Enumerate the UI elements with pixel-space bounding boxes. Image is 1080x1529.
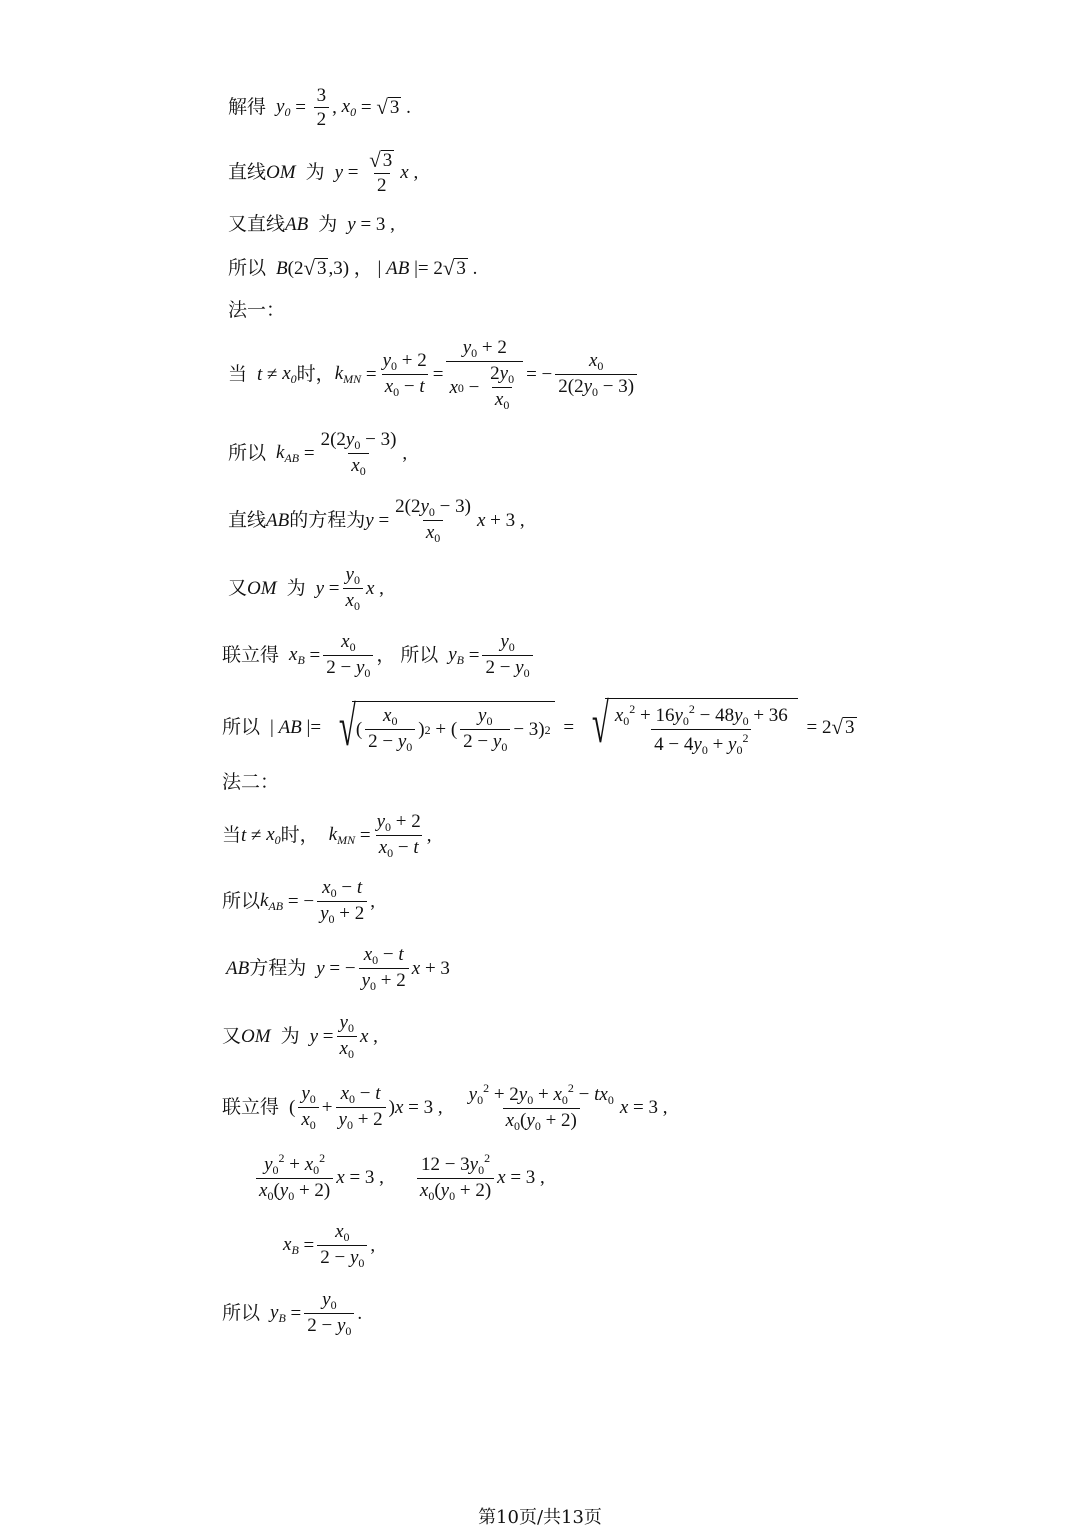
text-suoyi: 所以 [222,1302,261,1324]
text-you: 又 [222,1025,242,1047]
text-suoyi: 所以 [222,715,261,738]
line-om-method1: 又 OM 为 y = $\frac{y_0}{x_0}$ x , [228,564,384,613]
line-b-coords: 所以 B(2 √ 3 ,3) ， | AB |= 2 √ 3 . [228,256,478,280]
text-fangcheng: 的方程为 [289,509,366,531]
text-shi: 时， [296,363,335,385]
line-om-equation: 直线 OM 为 y = √ 3 2 x , [228,148,419,196]
line-om-method2: 又 OM 为 y = $\frac{y_0}{x_0}$ x , [222,1012,378,1061]
line-simplify-method2: $\frac{y_0^2 + x_0^2}{x_0(y_0 + 2)}$ x = 3 , $\frac{12 - 3y_0^2}{x_0(y_0 + 2)}$ x = 3 , [253,1152,545,1202]
text-wei: 为 [318,213,338,235]
line-kab-method2: 所以 $k_{AB}$ = − $\frac{x_0 - t}{y_0 + 2}$ , [222,877,375,926]
text-fangchengwei: 方程为 [249,957,307,979]
line-solve-y0-x0: 解得 $y_0$ = $\frac{3}{2}$ , $x_0$ = √ 3 . [228,85,411,130]
text-lianlide: 联立得 [222,644,280,666]
text-zhixian: 直线 [228,509,267,531]
math-sqrt-ab-1: √ ( $\frac{x_0}{2 - y_0}$ ) 2 + ( $\frac{y_0}{2 - y_0}$ − 3) 2 [325,701,555,753]
line-kab-method1: 所以 $k_{AB}$ = $\frac{2(2y_0 - 3)}{x_0}$ , [228,429,408,478]
text-dang: 当 [228,363,248,385]
math-frac-3-2: $\frac{3}{2}$ [314,86,330,129]
text-wei: 为 [305,161,325,183]
line-xb-method2: $x_B$ = $\frac{x_0}{2 - y_0}$ , [283,1221,376,1270]
text-suoyi: 所以 [228,257,267,279]
text-suoyi: 所以 [222,890,261,912]
text-wei: 为 [286,577,306,599]
line-xb-yb-method1: 联立得 $x_B$ = $\frac{x_0}{2 - y_0}$ ， 所以 $y_B$ = $\frac{y_0}{2 - y_0}$ [222,632,536,679]
text-wei: 为 [280,1025,300,1047]
text-suoyi: 所以 [228,442,267,464]
method-two-heading [222,773,279,792]
text-fa1: 法一： [228,299,286,321]
line-yb-method2: 所以 $y_B$ = $\frac{y_0}{2 - y_0}$ . [222,1289,363,1338]
line-ab-equation-method2: AB 方程为 y = − $\frac{x_0 - t}{y_0 + 2}$ x + 3 [226,944,450,993]
text-zhixian: 直线 [228,161,267,183]
method-one-heading [228,301,285,320]
math-frac-sqrt3-2: √ 3 2 [369,148,393,196]
line-ab-length-method1: 所以 | AB |= √ ( $\frac{x_0}{2 - y_0}$ ) 2 + ( $\frac{y_0}{2 - y_0}$ − 3) 2 = √ $\frac{x_0^2 + 16y_0^2 - 48y_0 + 36}{4 - 4y_0 + y_0^2}$ = 2 √ 3 [222,693,855,758]
text-dang: 当 [222,824,242,846]
line-simultaneous-method2: 联立得 ( $\frac{y_0}{x_0}$ + $\frac{x_0 - t}{y_0 + 2}$ )x = 3 , $\frac{y_0^2 + 2y_0 + x_0^2 - tx_0}{x_0(y_0 + 2)}$ x = 3 , [222,1081,668,1133]
math-y0: $y_0$ [276,96,291,119]
text-you-zhixian: 又直线 [228,213,286,235]
math-sqrt-ab-2: √ $\frac{x_0^2 + 16y_0^2 - 48y_0 + 36}{4 - 4y_0 + y_0^2}$ [578,698,798,756]
text-you: 又 [228,577,248,599]
text-jiede: 解得 [228,96,267,118]
math-sqrt3: √ 3 [376,95,400,119]
text-suoyi: 所以 [400,644,439,666]
line-ab-equation-method1: 直线 AB 的方程为 y = $\frac{2(2y_0 - 3)}{x_0}$ x + 3 , [228,496,525,545]
text-fa2: 法二： [222,771,280,793]
line-kmn-method2: 当 t ≠ $x_0$ 时， $k_{MN}$ = $\frac{y_0 + 2}{x_0 - t}$ , [222,811,432,860]
line-ab-y3: 又直线 AB 为 y = 3 , [228,213,395,235]
text-shi: 时， [280,824,319,846]
line-kmn-method1: 当 t ≠ $x_0$ 时， $k_{MN}$ = $\frac{y_0 + 2}{x_0 - t}$ = $y_0 + 2$ x 0 − $\frac{2y_0}{x_0}$ = − $\frac{x_0}{2(2y_0 - 3)}$ [228,338,640,411]
page-footer: 第10页/共13页 [478,1507,602,1528]
text-lianlide: 联立得 [222,1095,280,1118]
